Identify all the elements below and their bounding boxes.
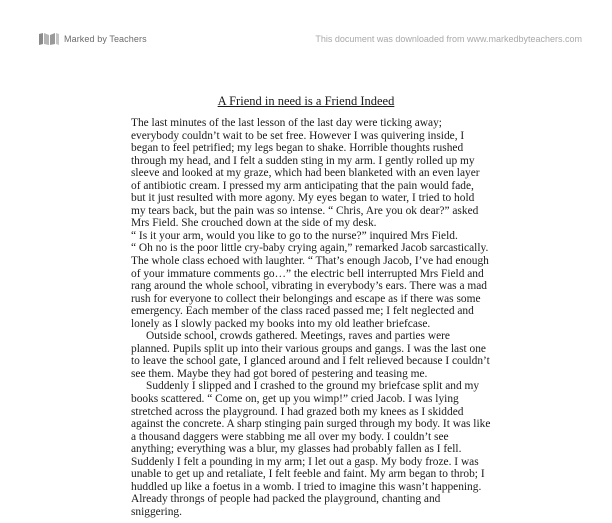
paragraph: Outside school, crowds gathered. Meetings, raves and parties were planned. Pupils split up into their various groups and gangs. I was the last one to leave the school gate, I glanced around and I felt relieved because I couldn’t see them. Maybe they had got bored of pestering and teasing me.: [131, 330, 490, 380]
paragraph: “ Oh no is the poor little cry-baby crying again,” remarked Jacob sarcastically. The whole class echoed with laughter. “ That’s enough Jacob, I’ve had enough of your immature comments go…” the electric bell interrupted Mrs Field and rang around the whole school, vibrating in everybody’s ears. There was a mad rush for everyone to collect their belongings and escape as if there was some emergency. Each member of the class raced passed me; I felt neglected and lonely as I slowly packed my books into my old leather briefcase.: [131, 242, 489, 330]
download-source-note: This document was downloaded from www.markedbyteachers.com: [315, 34, 582, 44]
document-body: [131, 117, 491, 519]
document-title: A Friend in need is a Friend Indeed: [217, 94, 395, 108]
paragraph: “ Is it your arm, would you like to go to the nurse?” inquired Mrs Field.: [131, 229, 458, 242]
marked-by-teachers-logo[interactable]: [38, 32, 147, 46]
logo-icon: [38, 32, 60, 46]
paragraph: Suddenly I slipped and I crashed to the ground my briefcase split and my books scattered. “ Come on, get up you wimp!” cried Jacob. I was lying stretched across the playground. I had grazed both my knees as I skidded against the concrete. A sharp stinging pain surged through my body. It was like a thousand daggers were stabbing me all over my body. I couldn’t see anything; everything was a blur, my glasses had probably fallen as I fell. Suddenly I felt a pounding in my arm; I let out a gasp. My body froze. I was unable to get up and retaliate, I felt feeble and faint. My arm began to throb; I huddled up like a foetus in a womb. I tried to imagine this wasn’t happening. Already throngs of people had packed the playground, chanting and sniggering.: [131, 380, 491, 518]
page-header: [0, 0, 612, 60]
paragraph: The last minutes of the last lesson of the last day were ticking away; everybody couldn’t wait to be set free. However I was quivering inside, I began to feel petrified; my legs began to shake. Horrible thoughts rushed through my head, and I felt a sudden sting in my arm. I gently rolled up my sleeve and looked at my graze, which had been blanketed with an even layer of antibiotic cream. I pressed my arm anticipating that the pain would fade, but it just resulted with more agony. My eyes began to water, I tried to hold my tears back, but the pain was so intense. “ Chris, Are you ok dear?” asked Mrs Field. She crouched down at the side of my desk.: [131, 117, 480, 230]
logo-text: Marked by Teachers: [64, 34, 147, 44]
